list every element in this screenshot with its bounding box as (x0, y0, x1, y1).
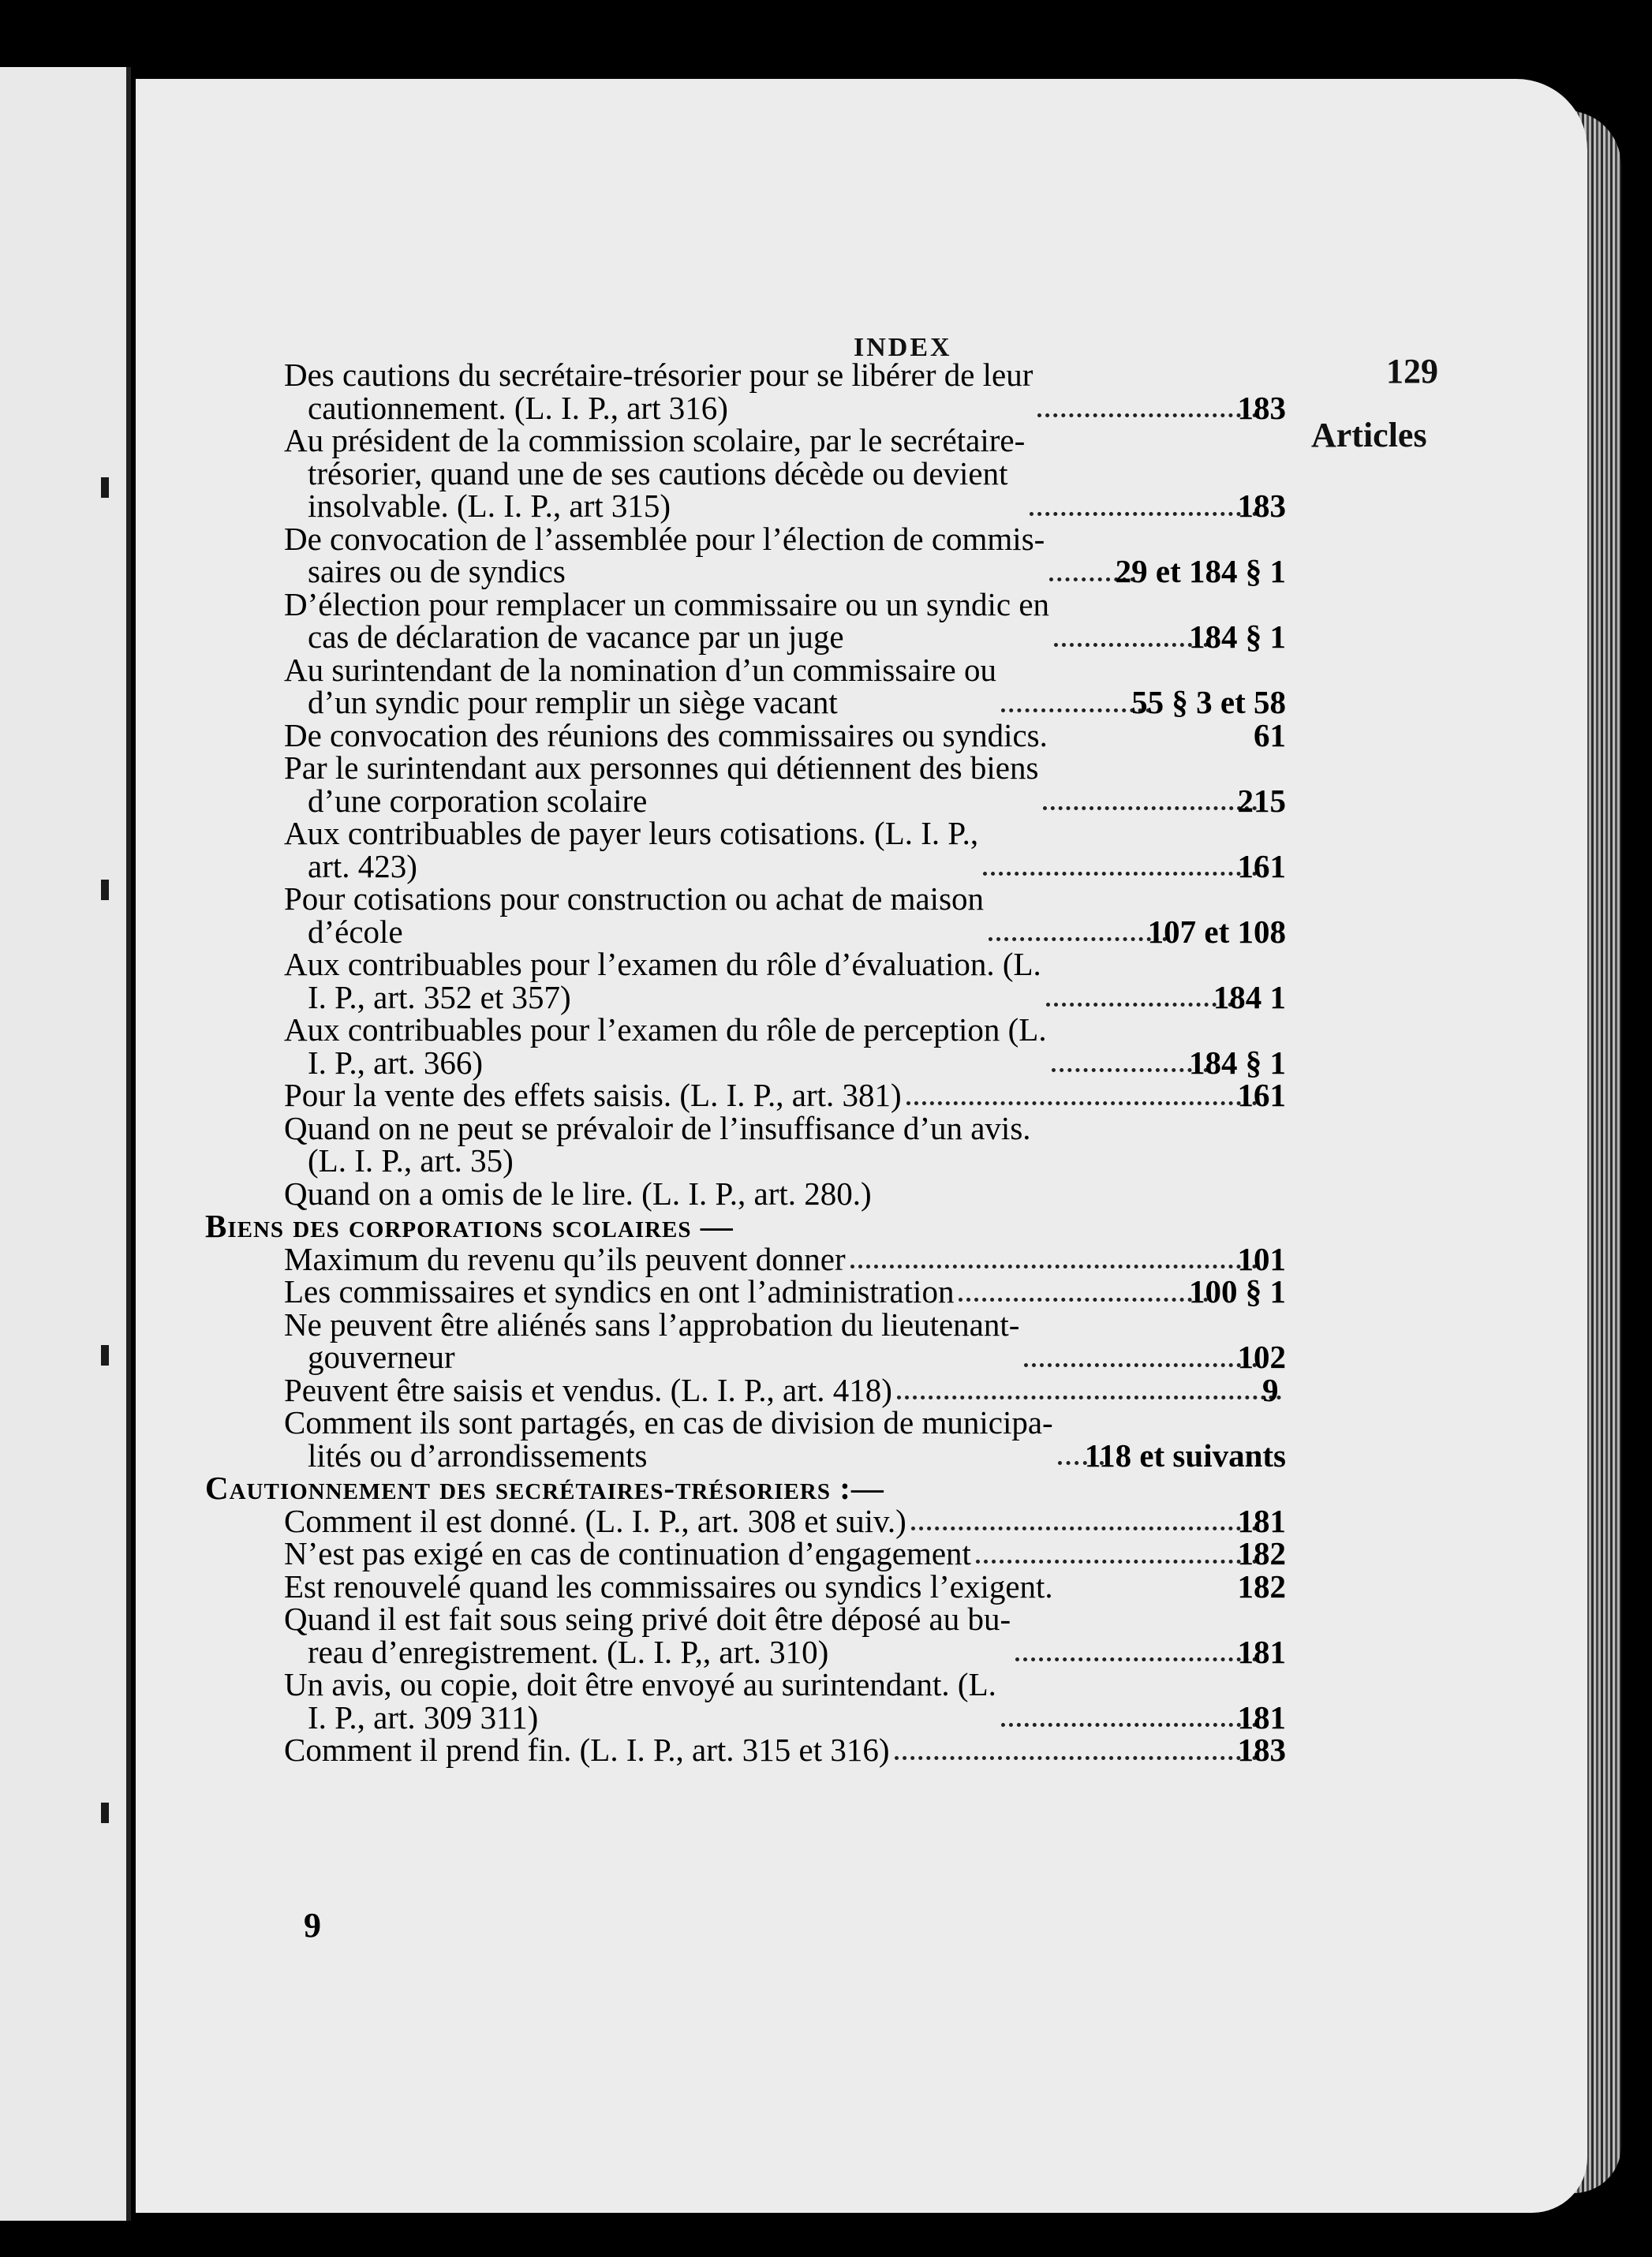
article-reference: 183 (1237, 1732, 1286, 1768)
binding-mark (101, 1803, 109, 1823)
article-reference: 215 (1237, 782, 1286, 819)
entry-text: Des cautions du secrétaire-trésorier pour se libérer de leur cautionnement. (L. I. P., art 316) (284, 357, 1033, 426)
index-entry (284, 948, 1286, 1014)
index-entry (284, 749, 1286, 819)
article-reference: 100 § 1 (1189, 1273, 1286, 1310)
index-entry (284, 817, 1286, 883)
article-reference: 107 et 108 (1147, 913, 1286, 950)
dot-leader (959, 1298, 1208, 1302)
dot-leader (1054, 643, 1208, 647)
entry-text: Quand il est fait sous seing privé doit être déposé au bu- reau d’enregistrement. (L. I. P,, art. 310) (284, 1601, 1011, 1670)
entry-text: Les commissaires et syndics en ont l’administration (284, 1273, 955, 1310)
dot-leader (850, 1265, 1257, 1269)
entry-text: Aux contribuables de payer leurs cotisations. (L. I. P., art. 423) (284, 815, 979, 884)
article-reference: 182 (1237, 1568, 1286, 1605)
index-entry (284, 1535, 1286, 1571)
article-reference: 29 et 184 § 1 (1115, 553, 1286, 589)
article-reference: 101 (1237, 1240, 1286, 1277)
entry-text: Aux contribuables pour l’examen du rôle d’évaluation. (L. I. P., art. 352 et 357) (284, 946, 1041, 1015)
entry-text: Au surintendant de la nomination d’un commissaire ou d’un syndic pour remplir un siège vacant (284, 651, 996, 720)
dot-leader (906, 1101, 1257, 1105)
dot-leader (895, 1756, 1257, 1760)
binding-mark (101, 477, 109, 498)
index-entry (284, 1175, 1286, 1212)
dot-leader (1001, 1723, 1257, 1727)
entry-text: Ne peuvent être aliénés sans l’approbation du lieutenant- gouverneur (284, 1306, 1020, 1375)
entry-text: Un avis, ou copie, doit être envoyé au surintendant. (L. I. P., art. 309 311) (284, 1666, 996, 1736)
article-reference: 183 (1237, 488, 1286, 524)
index-entry (284, 585, 1286, 655)
index-entry (284, 1734, 1286, 1767)
page-number: 129 (1386, 352, 1438, 390)
entry-text: D’élection pour remplacer un commissaire ou un syndic en cas de déclaration de vacance par un juge (284, 585, 1050, 655)
entry-text: Quand on ne peut se prévaloir de l’insuffisance d’un avis. (L. I. P., art. 35) (284, 1109, 1031, 1179)
article-reference: 184 1 (1213, 978, 1286, 1015)
entry-text: Par le surintendant aux personnes qui détiennent des biens d’une corporation scolaire (284, 749, 1039, 819)
dot-leader (1030, 512, 1256, 516)
index-entry (284, 1273, 1286, 1310)
index-entry (284, 1668, 1286, 1734)
index-entry (284, 1011, 1286, 1081)
dot-leader (989, 937, 1167, 941)
facing-page-edge (0, 67, 131, 2221)
index-entry (284, 880, 1286, 950)
dot-leader (1043, 806, 1256, 810)
dot-leader (1024, 1363, 1256, 1367)
dot-leader (976, 1560, 1257, 1564)
article-reference: 182 (1237, 1535, 1286, 1571)
index-heading: Cautionnement des secrétaires-trésoriers :— (205, 1470, 884, 1506)
article-reference: 183 (1237, 389, 1286, 426)
index-list (205, 357, 1286, 1768)
index-entry (284, 1240, 1286, 1277)
entry-text: Quand on a omis de le lire. (L. I. P., art. 280.) (284, 1175, 872, 1212)
index-entry (284, 716, 1286, 753)
index-entry (284, 1502, 1286, 1539)
entry-text: Peuvent être saisis et vendus. (L. I. P., art. 418) (284, 1371, 892, 1408)
index-entry (284, 1109, 1286, 1179)
running-head: INDEX (854, 333, 952, 362)
index-entry (284, 651, 1286, 720)
entry-text: Maximum du revenu qu’ils peuvent donner (284, 1240, 846, 1277)
entry-text: Comment ils sont partagés, en cas de division de municipa- lités ou d’arrondissements (284, 1404, 1053, 1474)
article-reference: 55 § 3 et 58 (1131, 684, 1286, 720)
index-entry (284, 1306, 1286, 1375)
index-entry (284, 520, 1286, 589)
dot-leader (1046, 1003, 1232, 1007)
entry-text: N’est pas exigé en cas de continuation d’engagement (284, 1535, 971, 1571)
index-entry: Peuvent être saisis et vendus. (L. I. P., art. 418) 9 (284, 1374, 1286, 1407)
article-reference: 184 § 1 (1189, 1044, 1286, 1081)
entry-text: Au président de la commission scolaire, par le secrétaire- trésorier, quand une de ses cautions décède ou devient insolvable. (L. I. P., art 315) (284, 422, 1026, 524)
index-entry (284, 1603, 1286, 1668)
index-entry (284, 1568, 1286, 1605)
entry-text: Comment il est donné. (L. I. P., art. 308 et suiv.) (284, 1502, 906, 1539)
article-reference: 102 (1237, 1339, 1286, 1375)
dot-leader (897, 1396, 1281, 1399)
entry-text: Est renouvelé quand les commissaires ou syndics l’exigent. (284, 1568, 1053, 1605)
binding-mark (101, 1345, 109, 1366)
dot-leader (1037, 413, 1256, 417)
dot-leader (1015, 1657, 1256, 1661)
signature-mark: 9 (304, 1906, 321, 1945)
index-entry (284, 424, 1286, 523)
entry-text: De convocation des réunions des commissaires ou syndics. (284, 716, 1048, 753)
dot-leader (1052, 1068, 1208, 1072)
article-reference: 181 (1237, 1633, 1286, 1670)
index-entry (284, 359, 1286, 424)
article-reference: 161 (1237, 1077, 1286, 1113)
entry-text: Comment il prend fin. (L. I. P., art. 315 et 316) (284, 1732, 890, 1768)
article-reference: 184 § 1 (1189, 618, 1286, 655)
binding-mark (101, 880, 109, 900)
entry-text: De convocation de l’assemblée pour l’élection de commis- saires ou de syndics (284, 520, 1045, 589)
index-entry (284, 1079, 1286, 1112)
entry-text: Aux contribuables pour l’examen du rôle de perception (L. I. P., art. 366) (284, 1011, 1047, 1081)
index-heading: Biens des corporations scolaires — (205, 1208, 734, 1244)
article-reference: 181 (1237, 1698, 1286, 1736)
index-entry (284, 1404, 1286, 1474)
article-reference: 61 (1254, 716, 1286, 753)
dot-leader (911, 1526, 1257, 1530)
article-reference: 161 (1237, 847, 1286, 884)
article-reference: 181 (1237, 1502, 1286, 1539)
dot-leader (1001, 708, 1150, 712)
entry-text: Pour cotisations pour construction ou achat de maison d’école (284, 880, 985, 950)
dot-leader (983, 872, 1256, 876)
entry-text: Pour la vente des effets saisis. (L. I. P., art. 381) (284, 1077, 902, 1113)
column-label: Articles (1311, 416, 1427, 454)
article-reference: 118 et suivants (1084, 1437, 1286, 1474)
